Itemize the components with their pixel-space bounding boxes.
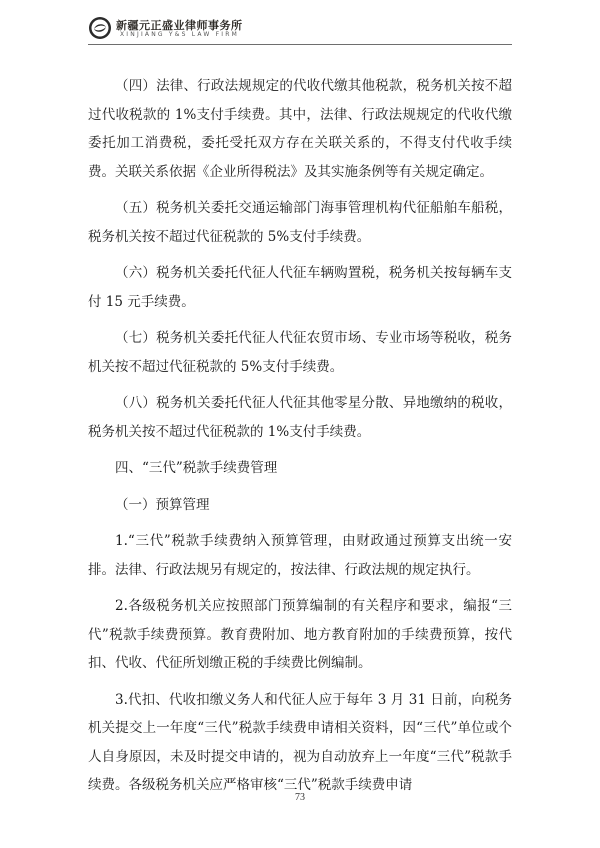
- paragraph-item-7: （七）税务机关委托代征人代征农贸市场、专业市场等税收，税务机关按不超过代征税款的 5%支付手续费。: [88, 330, 512, 375]
- paragraph-item-6: （六）税务机关委托代征人代征车辆购置税，税务机关按每辆车支付 15 元手续费。: [88, 265, 512, 310]
- paragraph-budget-1: 1.“三代”税款手续费纳入预算管理，由财政通过预算支出统一安排。法律、行政法规另有规定的，按法律、行政法规的规定执行。: [88, 533, 512, 578]
- paragraph-budget-3: 3.代扣、代收扣缴义务人和代征人应于每年 3 月 31 日前，向税务机关提交上一年度“三代”税款手续费申请相关资料，因“三代”单位或个人自身原因，未及时提交申请的，视为自动放弃上一年度“三代”税款手续费。各级税务机关应严格审核“三代”税款手续费申请: [88, 691, 512, 793]
- firm-name-cn: 新疆元正盛业律师事务所: [116, 19, 243, 32]
- paragraph-item-8: （八）税务机关委托代征人代征其他零星分散、异地缴纳的税收，税务机关按不超过代征税款的 1%支付手续费。: [88, 395, 512, 440]
- subsection-heading-budget: （一）预算管理: [115, 496, 210, 513]
- section-heading-4: 四、“三代”税款手续费管理: [115, 460, 278, 476]
- paragraph-item-5: （五）税务机关委托交通运输部门海事管理机构代征船舶车船税，税务机关按不超过代征税款的 5%支付手续费。: [88, 200, 512, 245]
- paragraph-budget-2: 2.各级税务机关应按照部门预算编制的有关程序和要求，编报“三代”税款手续费预算。教育费附加、地方教育附加的手续费预算，按代扣、代收、代征所划缴正税的手续费比例编制。: [88, 598, 512, 671]
- paragraph-item-4: （四）法律、行政法规规定的代收代缴其他税款，税务机关按不超过代收税款的 1%支付手续费。其中，法律、行政法规规定的代收代缴委托加工消费税，委托受托双方存在关联关系的，不得支付代收手续费。关联关系依据《企业所得税法》及其实施条例等有关规定确定。: [88, 78, 512, 180]
- header-divider: [88, 44, 512, 45]
- firm-name-en: XINJIANG Y&S LAW FIRM: [120, 31, 239, 38]
- firm-logo-icon: [88, 16, 112, 40]
- document-header: [80, 16, 520, 44]
- document-body: [88, 72, 512, 800]
- page-number: 73: [295, 792, 305, 803]
